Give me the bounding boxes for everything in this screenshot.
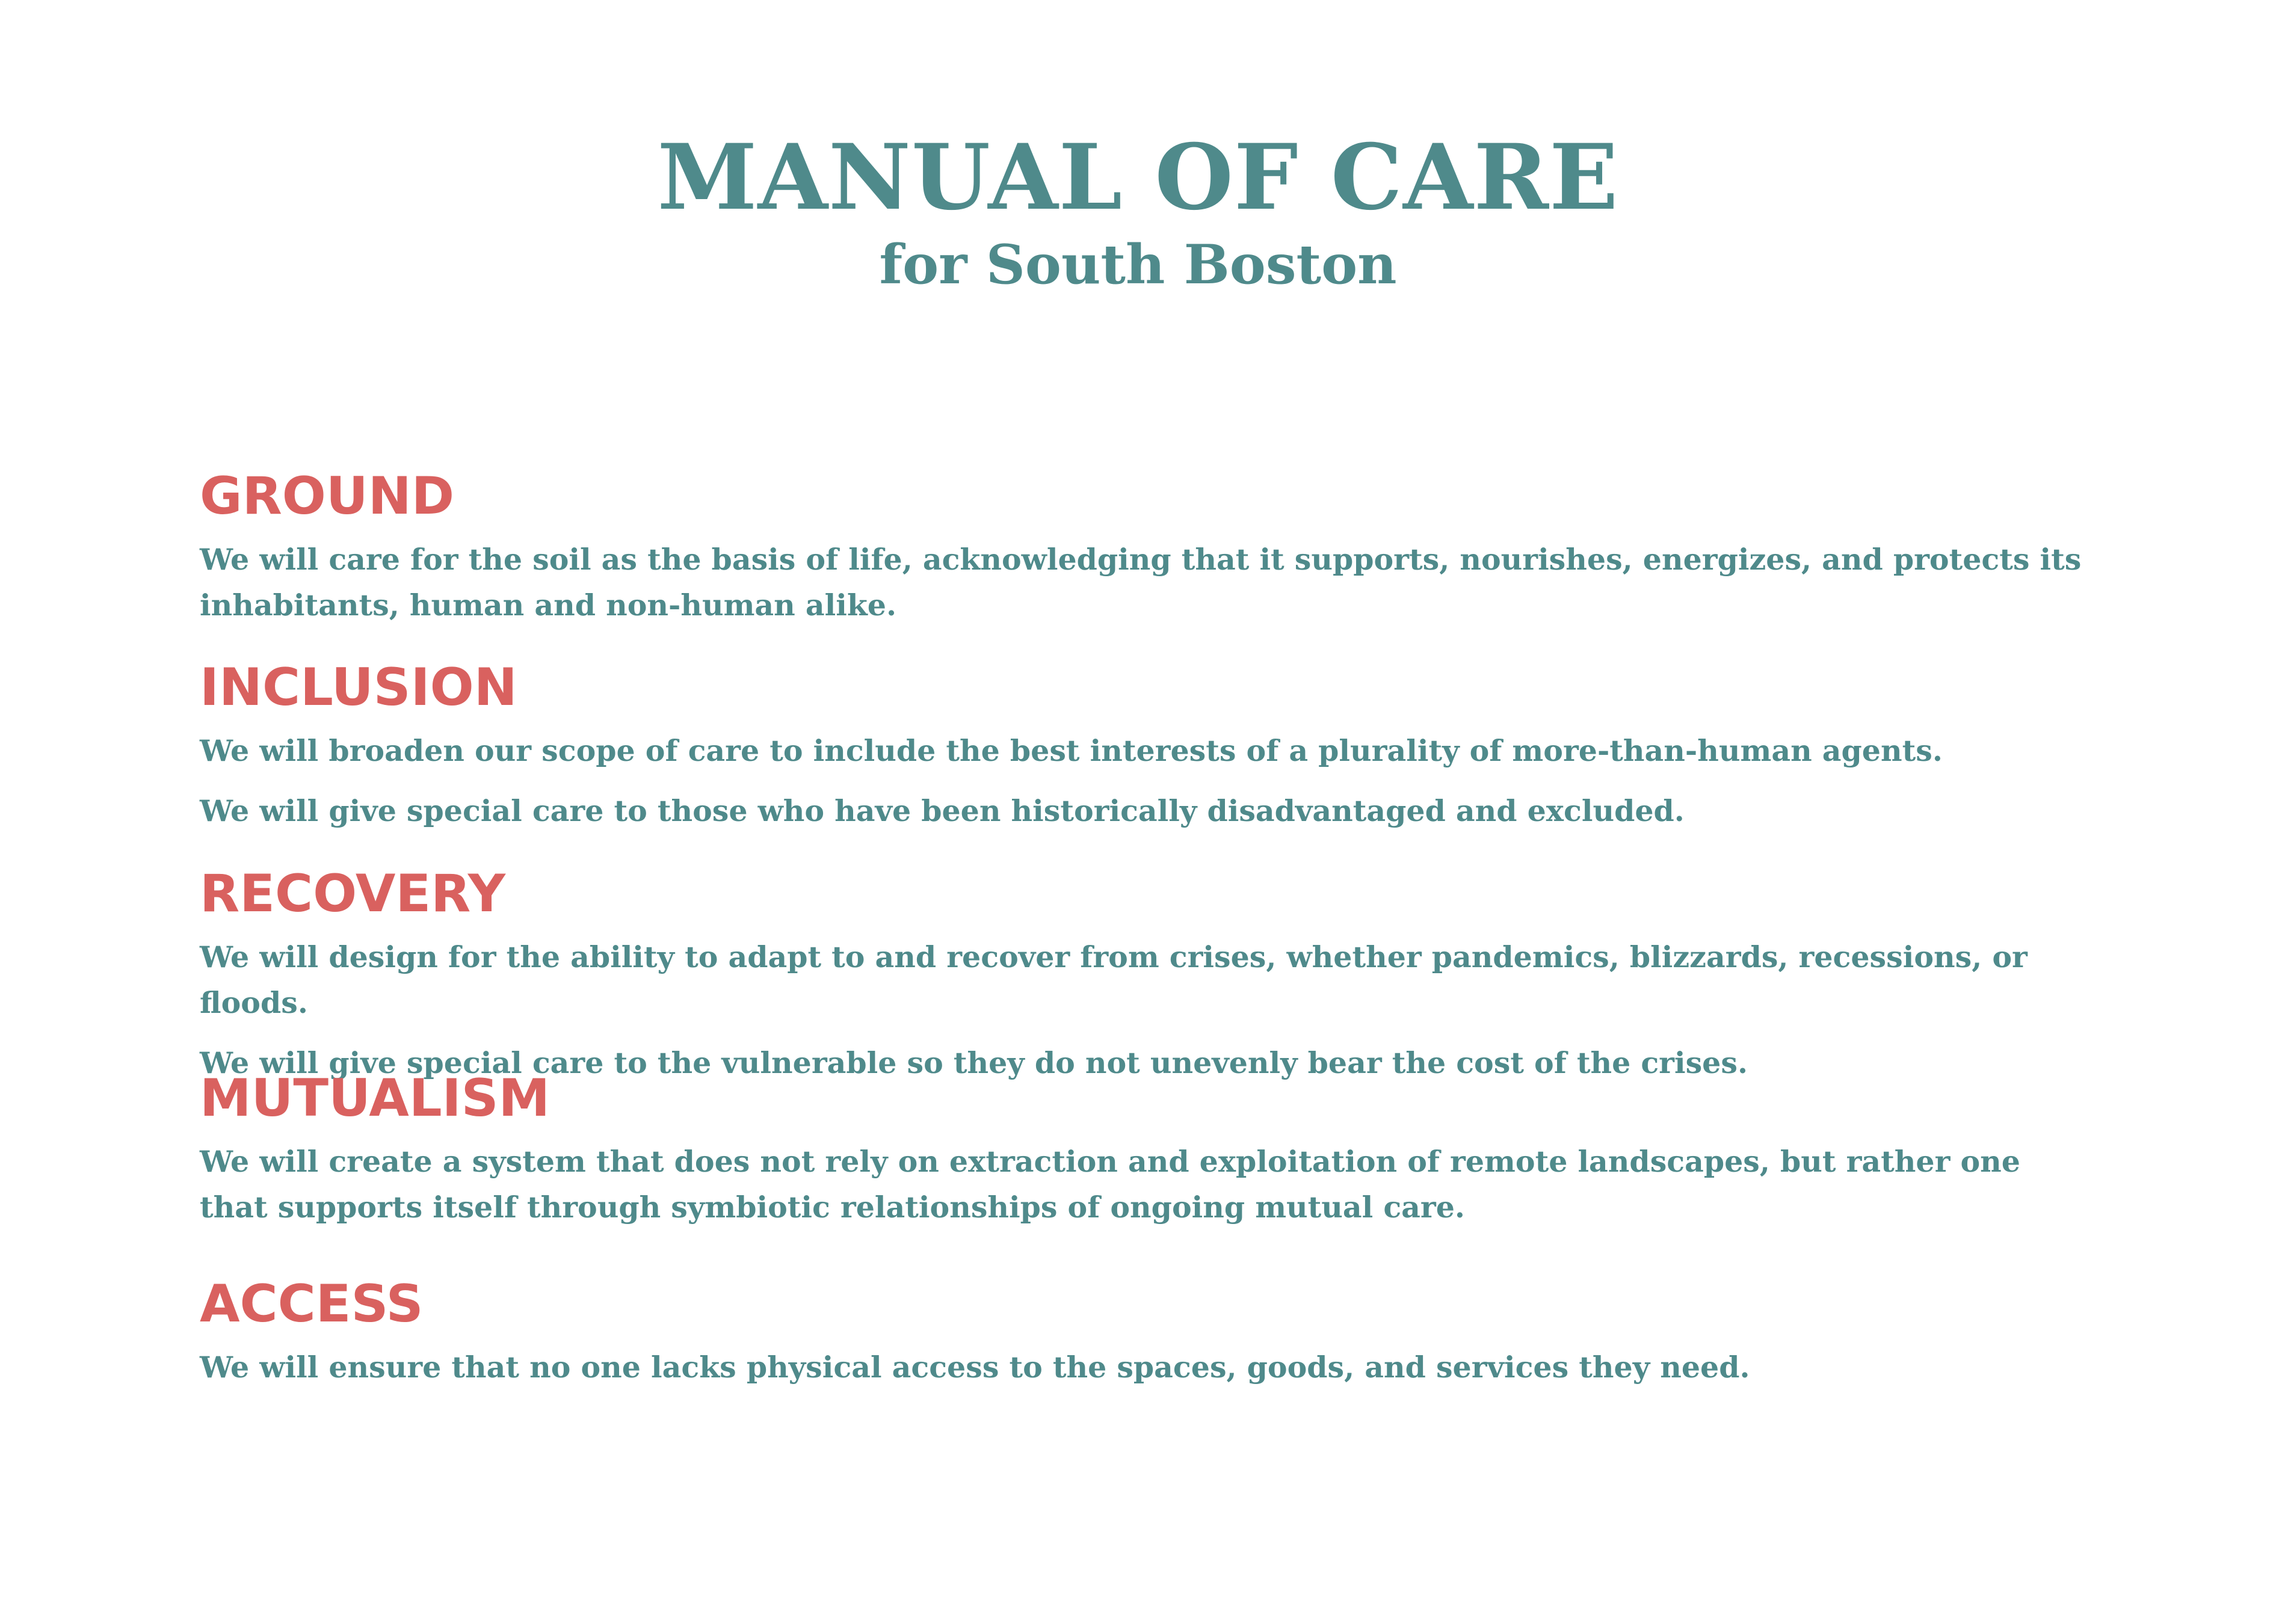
section-ground — [200, 466, 2095, 628]
section-recovery — [200, 864, 2095, 1086]
section-paragraph: We will design for the ability to adapt to and recover from crises, whether pandemics, blizzards, recessions, or floods. — [200, 940, 2028, 1020]
section-inclusion — [200, 657, 2095, 834]
section-paragraph: We will give special care to those who have been historically disadvantaged and excluded. — [200, 793, 1685, 828]
section-paragraph: We will broaden our scope of care to include the best interests of a plurality of more-than-human agents. — [200, 733, 1943, 768]
section-mutualism — [200, 1068, 2095, 1230]
section-access — [200, 1274, 2095, 1390]
section-paragraph: We will give special care to the vulnerable so they do not unevenly bear the cost of the crises. — [200, 1045, 1748, 1080]
section-paragraph: We will ensure that no one lacks physical access to the spaces, goods, and services they need. — [200, 1350, 1750, 1385]
section-heading: RECOVERY — [200, 864, 505, 924]
page-title: MANUAL OF CARE — [657, 125, 1619, 230]
section-heading: INCLUSION — [200, 657, 517, 718]
section-heading: ACCESS — [200, 1274, 424, 1334]
section-paragraph: We will create a system that does not rely on extraction and exploitation of remote landscapes, but rather one that supports itself through symbiotic relationships of ongoing mutual care. — [200, 1144, 2020, 1225]
section-paragraph: We will care for the soil as the basis of life, acknowledging that it supports, nourishes, energizes, and protects its inhabitants, human and non-human alike. — [200, 542, 2082, 623]
section-heading: GROUND — [200, 466, 455, 526]
section-heading: MUTUALISM — [200, 1068, 550, 1128]
page-subtitle: for South Boston — [879, 233, 1397, 297]
title-block — [0, 125, 2276, 297]
